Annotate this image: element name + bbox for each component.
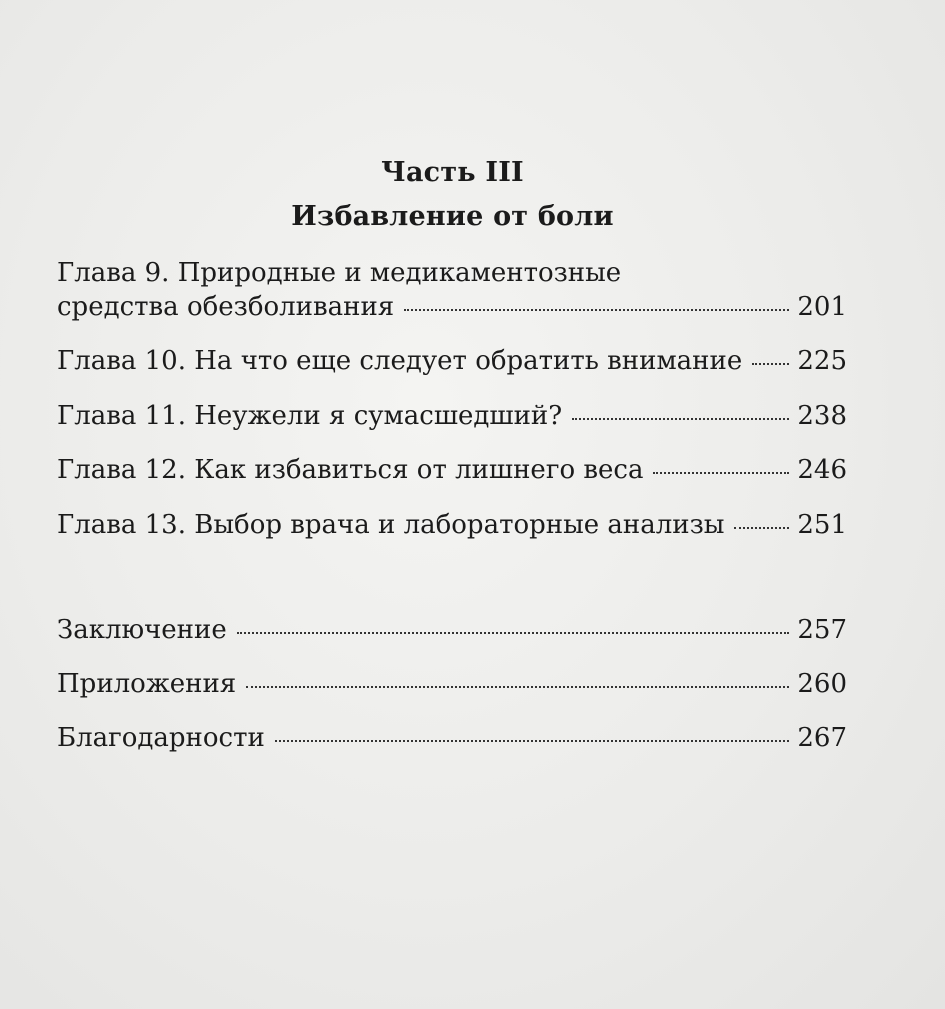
toc-entry-title: Благодарности xyxy=(57,723,265,753)
toc-entry-chapter-9 xyxy=(57,256,847,324)
toc-entry-acknowledgements xyxy=(57,721,847,755)
toc-entry-title: Глава 11. Неужели я сумасшедший? xyxy=(57,401,563,431)
toc-page-number: 225 xyxy=(797,346,847,376)
toc-page-number: 267 xyxy=(797,723,847,753)
toc-page-number: 201 xyxy=(797,292,847,322)
toc-entry-title: Глава 10. На что еще следует обратить внимание xyxy=(57,346,743,376)
toc-entry-chapter-10 xyxy=(57,344,847,378)
toc-entry-title: Глава 13. Выбор врача и лабораторные анализы xyxy=(57,510,725,540)
toc-entry-chapter-12 xyxy=(57,453,847,487)
toc-entry-conclusion xyxy=(57,613,847,647)
dot-leader xyxy=(237,632,790,634)
toc-entry-title: Заключение xyxy=(57,615,227,645)
toc-entry-chapter-13 xyxy=(57,508,847,542)
toc-entry-appendices xyxy=(57,667,847,701)
toc-page-number: 257 xyxy=(797,615,847,645)
toc-page-number: 246 xyxy=(797,455,847,485)
part-number-heading: Часть III xyxy=(381,157,524,188)
toc-entry-chapter-11 xyxy=(57,399,847,433)
toc-entry-title: Глава 12. Как избавиться от лишнего веса xyxy=(57,455,644,485)
toc-entry-title-line2: средства обезболивания xyxy=(57,292,395,322)
dot-leader xyxy=(653,472,789,474)
dot-leader xyxy=(572,418,789,420)
toc-page-number: 260 xyxy=(797,669,847,699)
part-title-heading: Избавление от боли xyxy=(291,201,614,232)
toc-page-number: 238 xyxy=(797,401,847,431)
dot-leader xyxy=(246,686,789,688)
toc-page-number: 251 xyxy=(797,510,847,540)
dot-leader xyxy=(275,740,790,742)
toc-entry-title-line1: Глава 9. Природные и медикаментозные xyxy=(57,258,622,288)
dot-leader xyxy=(404,309,789,311)
toc-entry-title: Приложения xyxy=(57,669,237,699)
dot-leader xyxy=(752,363,789,365)
dot-leader xyxy=(734,527,789,529)
